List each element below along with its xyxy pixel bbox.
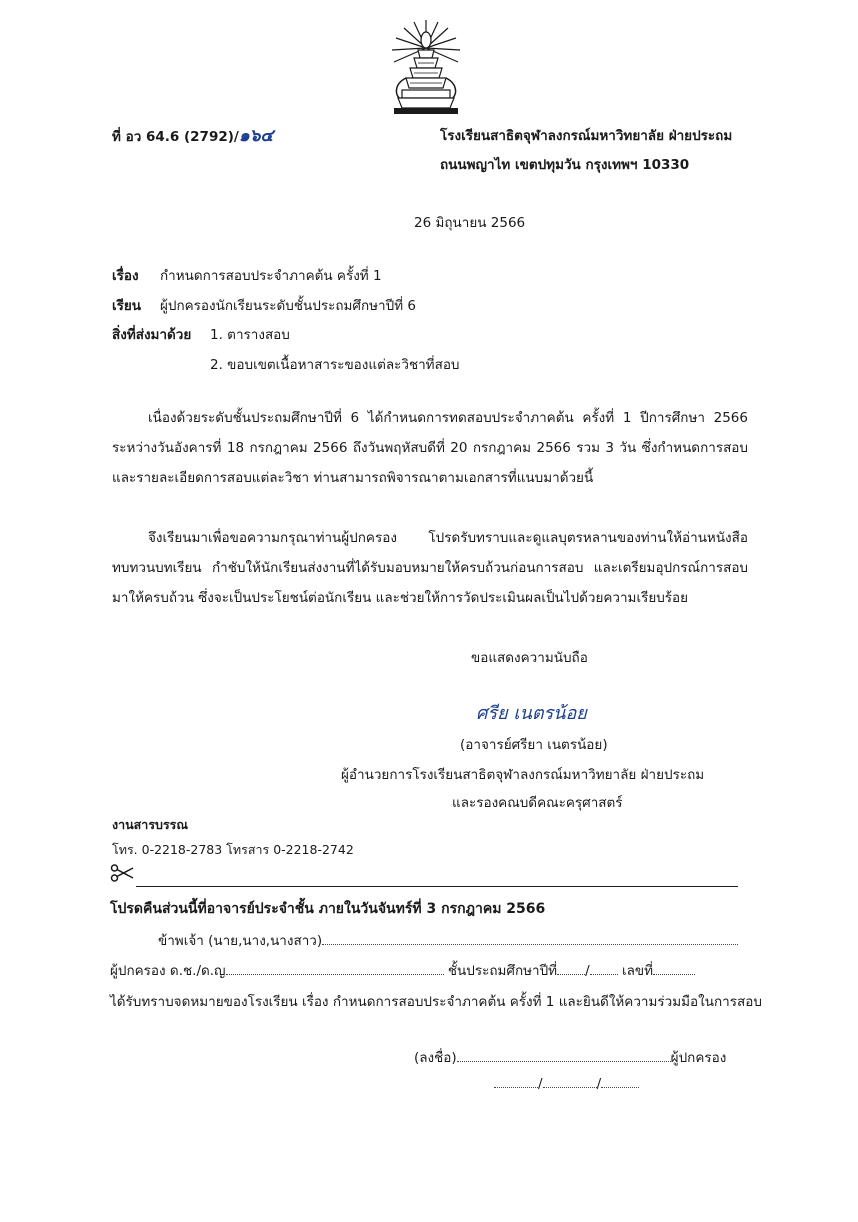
contact-phone: โทร. 0-2218-2783 โทรสาร 0-2218-2742 [112, 842, 354, 857]
grade-field[interactable] [557, 962, 585, 975]
grade-slash: / [585, 963, 590, 979]
school-seal-emblem [388, 18, 464, 118]
return-slip-line-1 [158, 929, 738, 951]
handwritten-signature: ศรีย เนตรน้อย [476, 703, 587, 724]
signer-name: (อาจารย์ศรียา เนตรน้อย) [460, 737, 608, 753]
student-name-field[interactable] [226, 962, 444, 975]
date-separator-1: / [538, 1076, 543, 1092]
parent-name-field[interactable] [322, 932, 738, 945]
signature-field[interactable] [457, 1049, 671, 1062]
sign-label: (ลงชื่อ) [414, 1050, 457, 1066]
signer-title-2: และรองคณบดีคณะครุศาสตร์ [452, 795, 623, 811]
reference-number [112, 122, 273, 149]
closing-regards: ขอแสดงความนับถือ [471, 650, 588, 666]
date-month-field[interactable] [543, 1075, 597, 1088]
cut-line [136, 886, 738, 887]
grade-label: ชั้นประถมศึกษาปีที่ [447, 963, 558, 979]
sign-role: ผู้ปกครอง [670, 1050, 727, 1066]
date-separator-2: / [596, 1076, 602, 1092]
return-slip-signature-line [414, 1046, 726, 1068]
student-number-field[interactable] [653, 962, 695, 975]
reference-number-handwritten: ๑๖๔ [238, 126, 274, 146]
subject-text: กำหนดการสอบประจำภาคต้น ครั้งที่ 1 [160, 268, 382, 284]
body-paragraph-1-text: เนื่องด้วยระดับชั้นประถมศึกษาปีที่ 6 ได้กำหนดการทดสอบประจำภาคต้น ครั้งที่ 1 ปีการศึกษา 2566 ระหว่างวันอังคารที่ 18 กรกฎาคม 2566 ถึงวันพฤหัสบดีที่ 20 กรกฎาคม 2566 รวม 3 วัน ซึ่งกำหนดการสอบและรายละเอียดการสอบแต่ละวิชา ท่านสามารถพิจารณาตามเอกสารที่แนบมาด้วยนี้ [112, 410, 748, 486]
letter-date: 26 มิถุนายน 2566 [414, 215, 526, 231]
student-name-label: ผู้ปกครอง ด.ช./ด.ญ [110, 963, 226, 979]
contact-unit: งานสารบรรณ [112, 817, 188, 832]
recipient-text: ผู้ปกครองนักเรียนระดับชั้นประถมศึกษาปีที่ 6 [160, 298, 416, 314]
body-paragraph-2-text: จึงเรียนมาเพื่อขอความกรุณาท่านผู้ปกครอง โปรดรับทราบและดูแลบุตรหลานของท่านให้อ่านหนังสือทบทวนบทเรียน กำชับให้นักเรียนส่งงานที่ได้รับมอบหมายให้ครบถ้วนก่อนการสอบ และเตรียมอุปกรณ์การสอบมาให้ครบถ้วน ซึ่งจะเป็นประโยชน์ต่อนักเรียน และช่วยให้การวัดประเมินผลเป็นไปด้วยความเรียบร้อย [112, 530, 748, 606]
recipient-label: เรียน [112, 298, 142, 314]
body-paragraph-1 [112, 403, 748, 493]
date-year-field[interactable] [601, 1075, 639, 1088]
school-name: โรงเรียนสาธิตจุฬาลงกรณ์มหาวิทยาลัย ฝ่ายประถม [440, 128, 733, 144]
return-slip-date-line [494, 1075, 639, 1092]
return-slip-line-2 [110, 959, 695, 981]
room-field[interactable] [590, 962, 618, 975]
signer-title-1: ผู้อำนวยการโรงเรียนสาธิตจุฬาลงกรณ์มหาวิทยาลัย ฝ่ายประถม [341, 767, 705, 783]
return-slip-heading: โปรดคืนส่วนนี้ที่อาจารย์ประจำชั้น ภายในวันจันทร์ที่ 3 กรกฎาคม 2566 [110, 901, 546, 917]
enclosures-label: สิ่งที่ส่งมาด้วย [112, 327, 192, 343]
reference-prefix: ที่ อว 64.6 (2792)/ [112, 129, 239, 145]
student-number-label: เลขที่ [621, 963, 653, 979]
enclosure-item-2: 2. ขอบเขตเนื้อหาสาระของแต่ละวิชาที่สอบ [210, 357, 460, 373]
parent-name-label: ข้าพเจ้า (นาย,นาง,นางสาว) [158, 933, 323, 949]
enclosure-item-1: 1. ตารางสอบ [210, 327, 290, 343]
school-address: ถนนพญาไท เขตปทุมวัน กรุงเทพฯ 10330 [440, 157, 690, 173]
subject-label: เรื่อง [112, 268, 139, 284]
date-day-field[interactable] [494, 1075, 538, 1088]
return-slip-acknowledgement: ได้รับทราบจดหมายของโรงเรียน เรื่อง กำหนดการสอบประจำภาคต้น ครั้งที่ 1 และยินดีให้ความร่วมมือในการสอบ [110, 994, 762, 1010]
scissors-icon [110, 864, 134, 886]
body-paragraph-2 [112, 523, 748, 613]
